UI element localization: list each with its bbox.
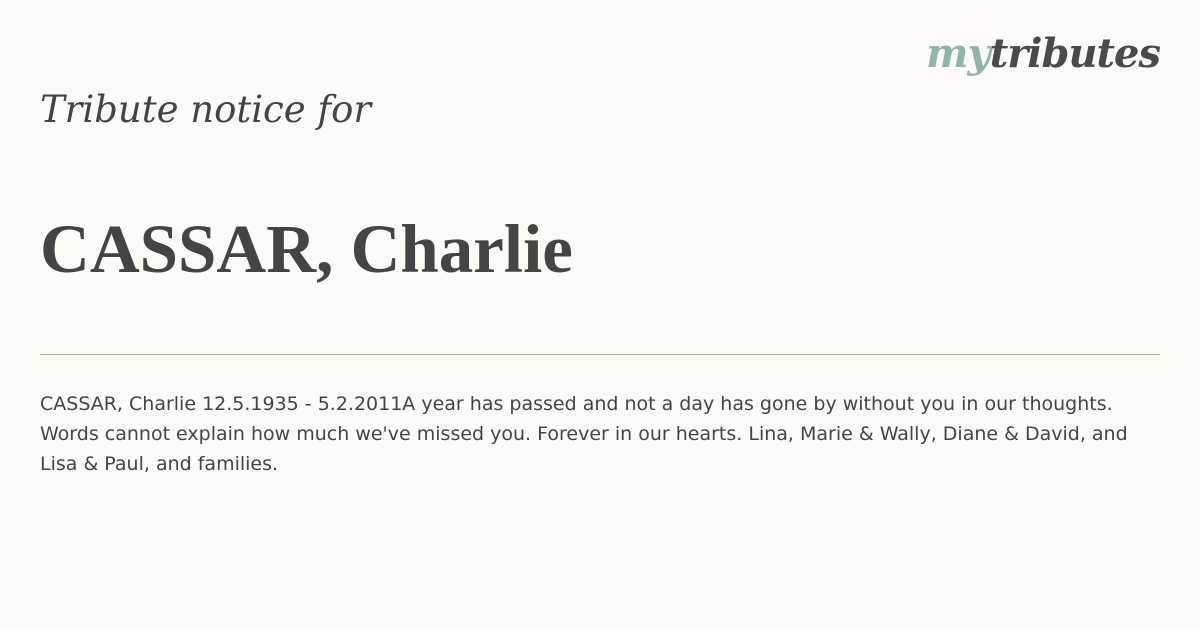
logo-tributes: tributes [989,30,1160,77]
logo-my: my [926,30,990,77]
notice-body: CASSAR, Charlie 12.5.1935 - 5.2.2011A year has passed and not a day has gone by without you in our thoughts. Words cannot explain how much we've missed you. Forever in our hearts. Lina, Marie & Wally, Diane & David, and Lisa & Paul, and families. [40,393,1128,475]
deceased-name: CASSAR, Charlie [40,211,573,287]
mytributes-logo[interactable] [926,30,1160,77]
tribute-kicker: Tribute notice for [40,88,372,131]
divider [40,354,1160,355]
